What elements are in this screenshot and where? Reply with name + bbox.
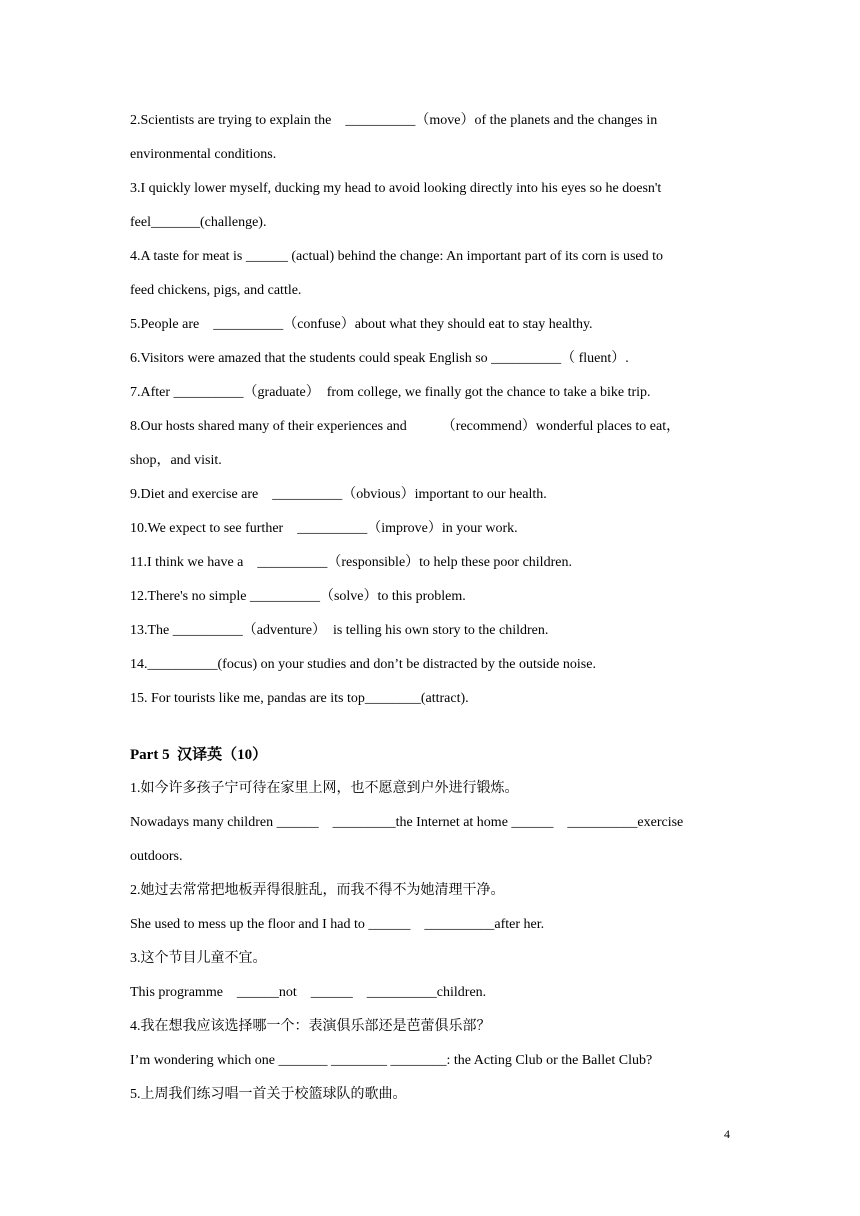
exercise-line: 10.We expect to see further __________（improve）in your work. — [130, 521, 518, 536]
exercise-section-4 — [130, 111, 740, 723]
exercise-line: 7.After __________（graduate） from college, we finally got the chance to take a bike trip. — [130, 385, 651, 400]
page-number: 4 — [724, 1127, 730, 1141]
exercise-line: 4.A taste for meat is ______ (actual) behind the change: An important part of its corn is used to — [130, 249, 664, 264]
exercise-line: 12.There's no simple __________（solve）to this problem. — [130, 589, 466, 604]
exercise-line: 15. For tourists like me, pandas are its top________(attract). — [130, 691, 469, 706]
exercise-line: environmental conditions. — [130, 147, 277, 162]
exercise-line: 1.如今许多孩子宁可待在家里上网，也不愿意到户外进行锻炼。 — [130, 781, 519, 796]
exercise-line: 2.她过去常常把地板弄得很脏乱，而我不得不为她清理干净。 — [130, 883, 505, 898]
exercise-line: 6.Visitors were amazed that the students could speak English so __________（ fluent）. — [130, 351, 629, 366]
exercise-line: 2.Scientists are trying to explain the __________（move）of the planets and the changes in — [130, 113, 658, 128]
exercise-line: 4.我在想我应该选择哪一个：表演俱乐部还是芭蕾俱乐部？ — [130, 1019, 491, 1034]
exercise-line: feed chickens, pigs, and cattle. — [130, 283, 302, 298]
exercise-line: This programme ______not ______ __________children. — [130, 985, 487, 1000]
exercise-line: 3.I quickly lower myself, ducking my head to avoid looking directly into his eyes so he doesn't — [130, 181, 662, 196]
exercise-line: Nowadays many children ______ _________the Internet at home ______ __________exercise — [130, 815, 684, 830]
exercise-line: 5.People are __________（confuse）about what they should eat to stay healthy. — [130, 317, 593, 332]
exercise-line: 9.Diet and exercise are __________（obvious）important to our health. — [130, 487, 547, 502]
exercise-line: 3.这个节目儿童不宜。 — [130, 951, 267, 966]
section-title: Part 5 汉译英（10） — [130, 747, 268, 763]
section-spacer — [130, 723, 740, 745]
exercise-section-5 — [130, 745, 740, 1119]
exercise-line: I’m wondering which one _______ ________ ________: the Acting Club or the Ballet Club? — [130, 1053, 653, 1068]
exercise-line: 8.Our hosts shared many of their experiences and （recommend）wonderful places to eat， — [130, 419, 681, 434]
exercise-line: shop，and visit. — [130, 453, 222, 468]
exercise-line: She used to mess up the floor and I had to ______ __________after her. — [130, 917, 545, 932]
document-body — [130, 111, 740, 1119]
exercise-line: 5.上周我们练习唱一首关于校篮球队的歌曲。 — [130, 1087, 407, 1102]
exercise-line: 13.The __________（adventure） is telling his own story to the children. — [130, 623, 549, 638]
exercise-line: outdoors. — [130, 849, 183, 864]
exercise-line: feel_______(challenge). — [130, 215, 267, 230]
exercise-line: 14.__________(focus) on your studies and don’t be distracted by the outside noise. — [130, 657, 596, 672]
exercise-line: 11.I think we have a __________（responsible）to help these poor children. — [130, 555, 572, 570]
